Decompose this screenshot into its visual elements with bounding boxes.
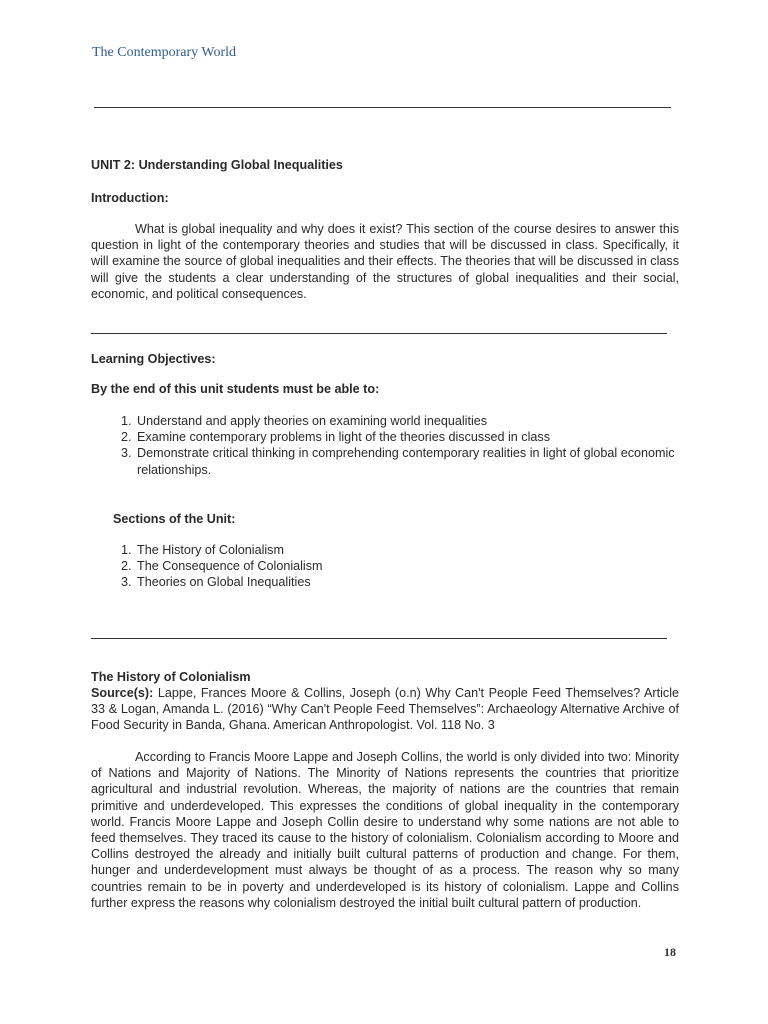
sections-heading: Sections of the Unit:: [113, 512, 236, 526]
objectives-subheading: By the end of this unit students must be able to:: [91, 382, 380, 396]
sections-list: [91, 542, 679, 591]
list-item: 3. Theories on Global Inequalities: [135, 574, 679, 590]
unit-title: UNIT 2: Understanding Global Inequalities: [91, 158, 343, 172]
page-number: 18: [664, 945, 676, 959]
source-label: Source(s):: [91, 686, 154, 700]
section-divider-1: [91, 333, 667, 334]
objectives-list: [91, 413, 679, 478]
source-citation: Lappe, Frances Moore & Collins, Joseph (o.n) Why Can't People Feed Themselves? Article 33 & Logan, Amanda L. (2016) “Why Can't People Feed Themselves”: Archaeology Alternative Archive of Food Security in Banda, Ghana. American Anthropologist. Vol. 118 No. 3: [91, 686, 680, 733]
header-rule: [94, 107, 671, 108]
list-item: 2. Examine contemporary problems in light of the theories discussed in class: [135, 429, 679, 445]
history-heading: The History of Colonialism: [91, 670, 251, 684]
history-source: [91, 685, 679, 734]
list-item: 1. Understand and apply theories on examining world inequalities: [135, 413, 679, 429]
list-item: 2. The Consequence of Colonialism: [135, 558, 679, 574]
history-paragraph: According to Francis Moore Lappe and Joseph Collins, the world is only divided into two: Minority of Nations and Majority of Nations. The Minority of Nations represents the countries that prioritize agricultural and industrial revolution. Whereas, the majority of nations are the countries that remain primitive and underdeveloped. This expresses the conditions of global inequality in the contemporary world. Francis Moore Lappe and Joseph Collin desire to understand why some nations are not able to feed themselves. They traced its cause to the history of colonialism. Colonialism according to Moore and Collins destroyed the already and initially built cultural patterns of production and change. For them, hunger and underdevelopment must always be thought of as a process. The reason why so many countries remain to be in poverty and underdeveloped is its history of colonialism. Lappe and Collins further express the reasons why colonialism destroyed the initial built cultural pattern of production.: [91, 750, 679, 910]
objectives-heading: Learning Objectives:: [91, 352, 216, 366]
intro-paragraph: What is global inequality and why does it exist? This section of the course desires to answer this question in light of the contemporary theories and studies that will be discussed in class. Specifically, it will examine the source of global inequalities and their effects. The theories that will be discussed in class will give the students a clear understanding of the structures of global inequalities and their social, economic, and political consequences.: [91, 222, 679, 301]
list-item: 1. The History of Colonialism: [135, 542, 679, 558]
section-divider-2: [91, 638, 667, 639]
running-header: The Contemporary World: [92, 45, 237, 60]
intro-heading: Introduction:: [91, 191, 169, 205]
list-item: 3. Demonstrate critical thinking in comprehending contemporary realities in light of global economic relationships.: [135, 445, 679, 477]
